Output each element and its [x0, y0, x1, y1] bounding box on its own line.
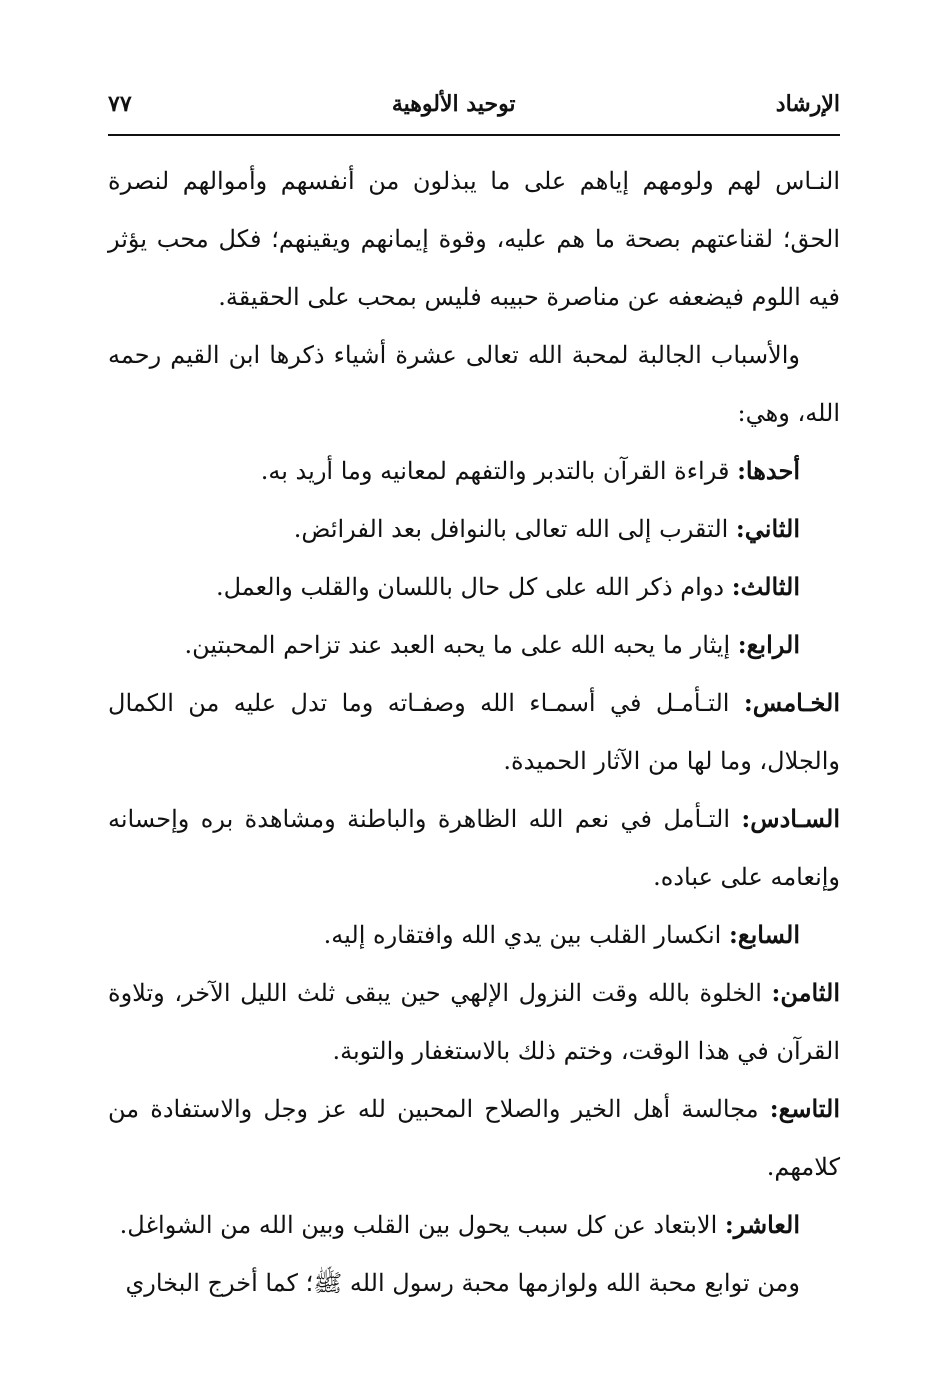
item-lead: التاسع:	[769, 1094, 840, 1123]
item-lead: الثالث:	[731, 572, 800, 601]
item-text: الابتعاد عن كل سبب يحول بين القلب وبين الله من الشواغل.	[119, 1211, 725, 1239]
item-lead: الرابع:	[737, 630, 800, 659]
page-header	[108, 82, 840, 126]
item-text: الخلوة بالله وقت النزول الإلهي حين يبقى ثلث الليل الآخر، وتلاوة القرآن في هذا الوقت، وختم ذلك بالاستغفار والتوبة.	[108, 979, 840, 1065]
item-text: مجالسة أهل الخير والصلاح المحبين لله عز وجل والاستفادة من كلامهم.	[108, 1095, 840, 1181]
item-lead: أحدها:	[737, 456, 800, 485]
list-item	[108, 906, 840, 964]
item-text: التـأمل في نعم الله الظاهرة والباطنة ومشاهدة بره وإحسانه وإنعامه على عباده.	[108, 805, 840, 891]
item-lead: الثامن:	[771, 978, 840, 1007]
paragraph: والأسباب الجالبة لمحبة الله تعالى عشرة أشياء ذكرها ابن القيم رحمه الله، وهي:	[108, 341, 840, 427]
list-item	[108, 500, 840, 558]
item-lead: العاشر:	[724, 1210, 800, 1239]
header-divider	[108, 134, 840, 136]
paragraph: النـاس لهم ولومهم إياهم على ما يبذلون من أنفسهم وأموالهم لنصرة الحق؛ لقناعتهم بصحة ما هم عليه، وقوة إيمانهم ويقينهم؛ فكل محب يؤثر فيه اللوم فيضعفه عن مناصرة حبيبه فليس بمحب على الحقيقة.	[108, 167, 840, 311]
book-title: الإرشاد	[775, 91, 840, 117]
list-item	[108, 616, 840, 674]
list-item	[108, 1196, 840, 1254]
item-lead: السابع:	[728, 920, 800, 949]
item-text: التـأمـل في أسمـاء الله وصفـاته وما تدل عليه من الكمال والجلال، وما لها من الآثار الحميدة.	[108, 689, 840, 775]
item-text: إيثار ما يحبه الله على ما يحبه العبد عند تزاحم المحبتين.	[184, 631, 738, 659]
paragraph: ومن توابع محبة الله ولوازمها محبة رسول الله ﷺ؛ كما أخرج البخاري	[125, 1269, 800, 1297]
item-text: انكسار القلب بين يدي الله وافتقاره إليه.	[323, 921, 729, 949]
item-text: التقرب إلى الله تعالى بالنوافل بعد الفرائض.	[293, 515, 736, 543]
list-item	[108, 558, 840, 616]
list-item	[108, 964, 840, 1080]
item-lead: الخـامس:	[743, 688, 840, 717]
page-body	[108, 152, 840, 1312]
item-text: دوام ذكر الله على كل حال باللسان والقلب والعمل.	[216, 573, 732, 601]
item-lead: الثاني:	[735, 514, 800, 543]
list-item	[108, 674, 840, 790]
chapter-title: توحيد الألوهية	[391, 91, 516, 117]
page-number: ٧٧	[108, 91, 132, 117]
list-item	[108, 1080, 840, 1196]
list-item	[108, 790, 840, 906]
item-lead: السـادس:	[741, 804, 840, 833]
list-item	[108, 442, 840, 500]
item-text: قراءة القرآن بالتدبر والتفهم لمعانيه وما أريد به.	[260, 457, 738, 485]
